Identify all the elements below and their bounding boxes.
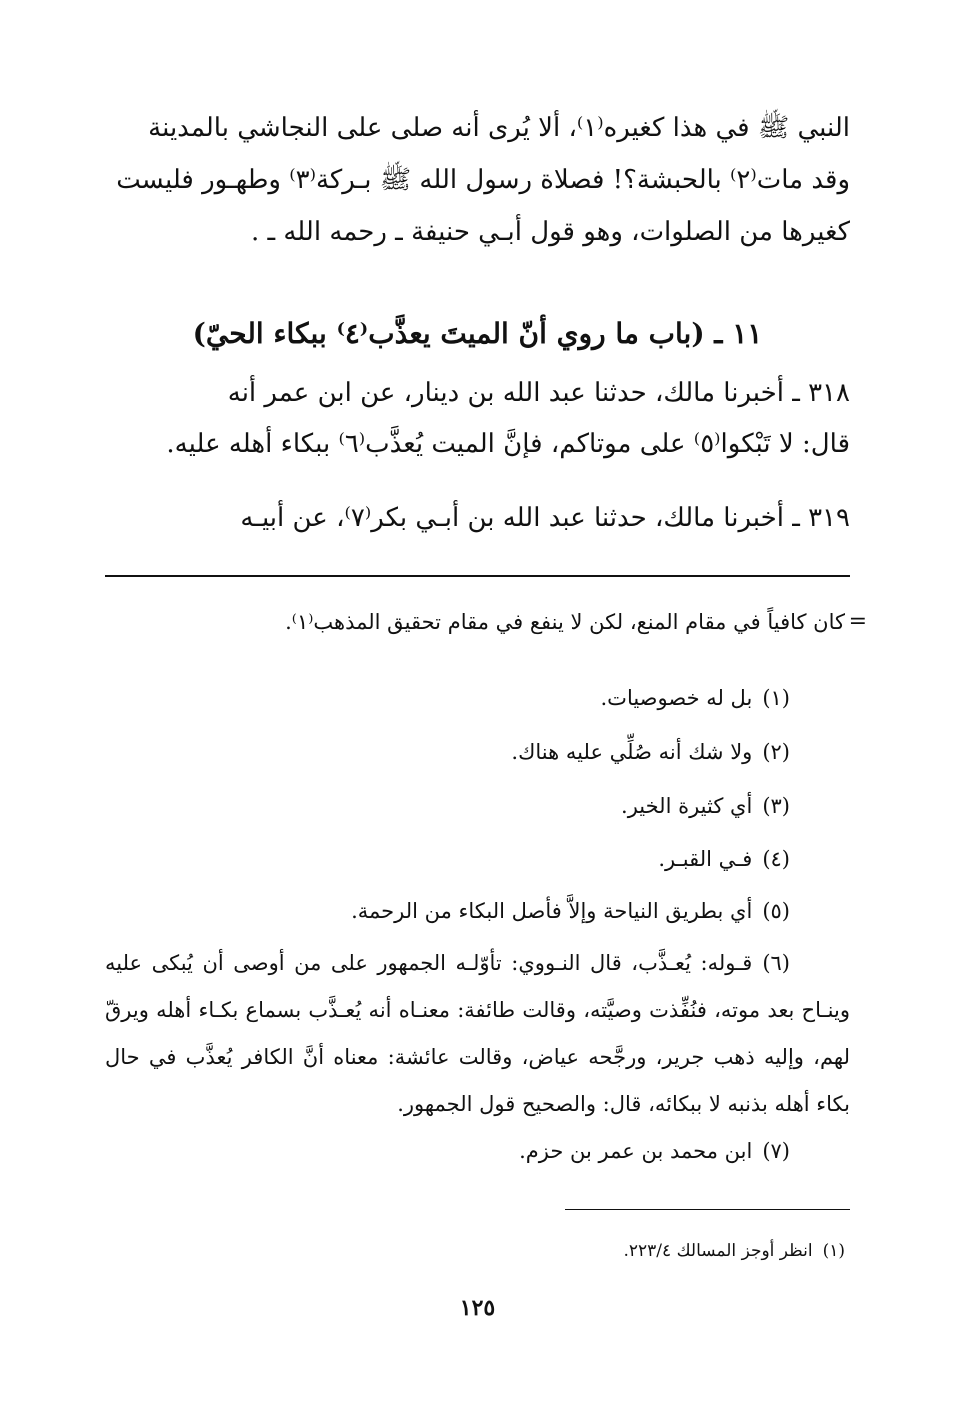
hadith-318-line-1: ٣١٨ ـ أخبرنا مالك، حدثنا عبد الله بن دينار، عن ابن عمر أنه (227, 378, 850, 408)
footnote-text: فـي القبـر. (658, 847, 753, 871)
footnote-text: أي كثيرة الخير. (621, 794, 753, 818)
footnote-4 (658, 843, 790, 875)
footnote-text: ابن محمد بن عمر بن حزم. (519, 1139, 753, 1163)
footnote-number: (٢) (762, 740, 790, 764)
footnote-text: انظر أوجز المسالك ٢٢٣/٤. (623, 1241, 813, 1261)
footnote-text: بل له خصوصيات. (600, 686, 753, 710)
sub-footnote-separator (565, 1209, 850, 1210)
footnote-separator (105, 575, 850, 577)
main-text-line-3: كغيرها من الصلوات، وهو قول أبـي حنيفة ـ رحمه الله ـ . (250, 217, 850, 247)
main-text-line-2: وقد مات⁽٢⁾ بالحبشة؟! فصلاة رسول الله ﷺ بـركة⁽٣⁾ وطهـور فليست (116, 165, 850, 195)
section-heading: ١١ ـ (باب ما روي أنّ الميتَ يعذَّب⁽٤⁾ ببكاء الحيّ) (192, 317, 763, 350)
footnote-number: (٧) (762, 1139, 790, 1163)
footnote-7 (519, 1135, 790, 1167)
footnote-number: (١) (762, 686, 790, 710)
footnote-3 (621, 790, 790, 822)
footnote-6 (105, 940, 850, 1128)
footnote-number: (٣) (762, 794, 790, 818)
main-text-line-1: النبي ﷺ في هذا كغيره⁽١⁾، ألا يُرى أنه صلى على النجاشي بالمدينة (148, 113, 850, 143)
footnote-number: (١) (822, 1241, 845, 1261)
footnote-5 (351, 895, 790, 927)
sub-footnote (624, 1238, 846, 1264)
footnote-1 (601, 682, 791, 714)
continuation-marker: = (848, 609, 867, 634)
footnote-text: ولا شك أنه صُلِّي عليه هناك. (511, 740, 753, 764)
footnote-2 (511, 736, 790, 768)
footnote-number: (٥) (762, 899, 790, 923)
page-number: ١٢٥ (459, 1295, 496, 1321)
hadith-318-line-2: قال: لا تَبْكوا⁽٥⁾ على موتاكم، فإنَّ الميت يُعذَّب⁽٦⁾ ببكاء أهله عليه. (166, 429, 850, 459)
footnote-text: أي بطريق النياحة وإلاَّ فأصل البكاء من الرحمة. (351, 899, 753, 923)
footnote-number: (٦) (762, 951, 790, 975)
footnote-number: (٤) (762, 847, 790, 871)
hadith-319-line: ٣١٩ ـ أخبرنا مالك، حدثنا عبد الله بن أبـي بكر⁽٧⁾، عن أبيـه (240, 503, 850, 533)
footnote-text: قـوله: يُعـذَّب، قال النـووي: تأوّلـه الجمهور على من أوصى أن يُبكى عليه وينـاح بعد موته، فنُفِّذت وصيَّته، وقالت طائفة: معنـاه أنه يُعـذَّب بسماع بكـاء أهله ويرقّ لهم، وإليه ذهب جرير، ورجَّحه عياض، وقالت عائشة: معناه أنَّ الكافر يُعذَّب في حال بكاء أهله بذنبه لا ببكائه، قال: والصحيح قول الجمهور. (105, 951, 850, 1116)
footnote-continuation: كان كافياً في مقام المنع، لكن لا ينفع في مقام تحقيق المذهب⁽١⁾. (285, 610, 845, 634)
